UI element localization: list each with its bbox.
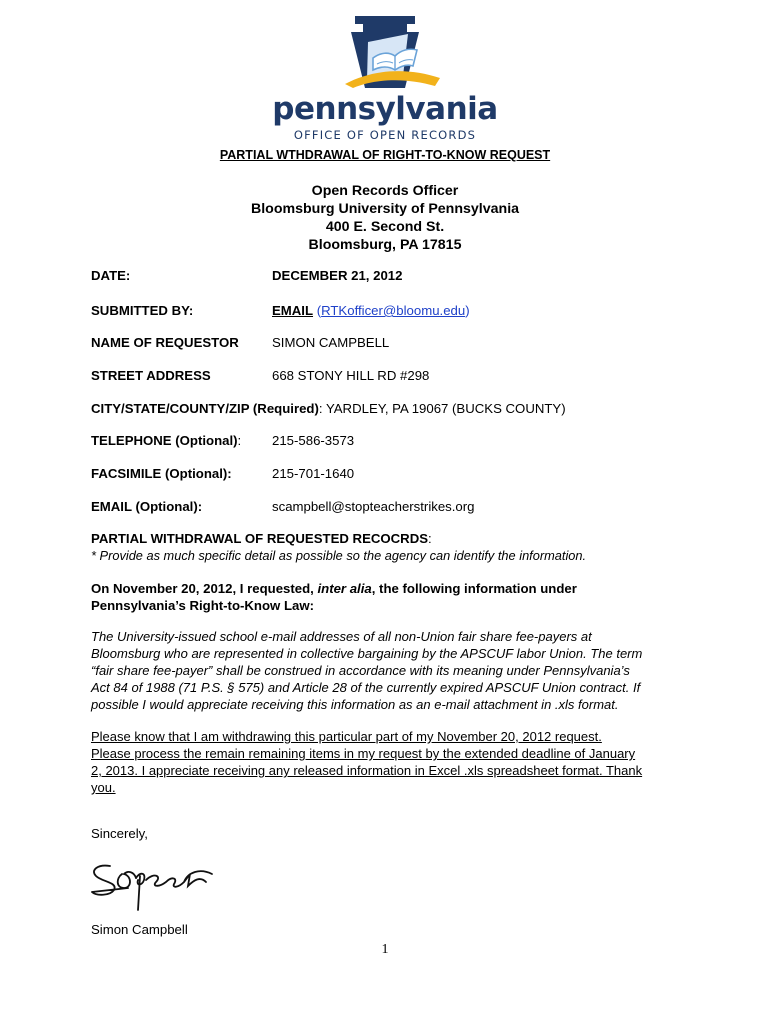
request-line: The University-issued school e-mail addresses of all non-Union fair share fee-payers at xyxy=(91,629,592,644)
notice-line: you. xyxy=(91,780,116,795)
telephone-colon: : xyxy=(237,433,242,448)
date-value: DECEMBER 21, 2012 xyxy=(272,268,403,283)
email-label: EMAIL (Optional): xyxy=(91,499,203,514)
telephone-label: TELEPHONE (Optional) xyxy=(91,433,238,448)
city-label: CITY/STATE/COUNTY/ZIP (Required) xyxy=(91,401,319,416)
city-field xyxy=(91,401,566,416)
officer-email-link[interactable]: RTKofficer@bloomu.edu xyxy=(321,303,466,318)
request-line: “fair share fee-payer” shall be construed in accordance with its meaning under Pennsylvania’s xyxy=(91,663,630,678)
date-label: DATE: xyxy=(91,268,131,283)
submitted-by-value xyxy=(272,303,470,318)
closing: Sincerely, xyxy=(91,826,148,841)
intro-line-2: Pennsylvania’s Right-to-Know Law: xyxy=(91,598,314,613)
intro-emphasis: inter alia xyxy=(317,581,372,596)
fax-value: 215-701-1640 xyxy=(272,466,355,481)
address-line: Bloomsburg, PA 17815 xyxy=(308,237,462,253)
request-line: Bloomsburg who are represented in collective bargaining by the APSCUF labor Union. The term xyxy=(91,646,643,661)
logo-office-name: OFFICE OF OPEN RECORDS xyxy=(293,128,477,142)
handwritten-signature xyxy=(88,852,228,919)
submitted-by-label: SUBMITTED BY: xyxy=(91,303,194,318)
intro-line-1 xyxy=(91,580,681,597)
withdrawal-heading-line xyxy=(91,530,681,547)
address-line: Open Records Officer xyxy=(311,183,459,199)
withdrawal-notice-paragraph xyxy=(91,728,681,796)
street-value: 668 STONY HILL RD #298 xyxy=(272,368,430,383)
requestor-label: NAME OF REQUESTOR xyxy=(91,335,239,350)
street-label: STREET ADDRESS xyxy=(91,368,211,383)
intro-part-2: , the following information under xyxy=(371,581,577,596)
request-line: Act 84 of 1988 (71 P.S. § 575) and Article 28 of the currently expired APSCUF Union contract. If xyxy=(91,680,641,695)
recipient-address xyxy=(0,182,770,254)
email-value: scampbell@stopteacherstrikes.org xyxy=(272,499,475,514)
paren-open: ( xyxy=(313,303,322,318)
notice-line: 2, 2013. I appreciate receiving any released information in Excel .xls spreadsheet format. Thank xyxy=(91,763,643,778)
document-title: PARTIAL WTHDRAWAL OF RIGHT-TO-KNOW REQUEST xyxy=(219,148,551,162)
logo-wordmark: pennsylvania xyxy=(272,91,498,127)
city-value: : YARDLEY, PA 19067 (BUCKS COUNTY) xyxy=(318,401,566,416)
pa-open-records-logo xyxy=(0,14,770,142)
intro-paragraph xyxy=(91,580,681,614)
fax-label: FACSIMILE (Optional): xyxy=(91,466,232,481)
notice-line: Please process the remain remaining items in my request by the extended deadline of January xyxy=(91,746,636,761)
telephone-field-label xyxy=(91,433,241,448)
intro-part-1: On November 20, 2012, I requested, xyxy=(91,581,318,596)
withdrawal-section xyxy=(91,530,681,564)
request-paragraph xyxy=(91,628,681,713)
address-line: Bloomsburg University of Pennsylvania xyxy=(250,201,520,217)
withdrawal-heading-colon: : xyxy=(428,531,432,546)
submitted-method: EMAIL xyxy=(272,303,314,318)
instruction-text: * Provide as much specific detail as possible so the agency can identify the information. xyxy=(91,548,587,563)
address-line: 400 E. Second St. xyxy=(325,219,445,235)
notice-line: Please know that I am withdrawing this particular part of my November 20, 2012 request. xyxy=(91,729,602,744)
signature-name: Simon Campbell xyxy=(91,922,188,937)
paren-close: ) xyxy=(465,303,470,318)
page-number: 1 xyxy=(381,942,389,957)
withdrawal-heading: PARTIAL WITHDRAWAL OF REQUESTED RECOCRDS xyxy=(91,531,429,546)
telephone-value: 215-586-3573 xyxy=(272,433,355,448)
request-line: possible I would appreciate receiving this information as an e-mail attachment in .xls format. xyxy=(91,697,619,712)
requestor-value: SIMON CAMPBELL xyxy=(272,335,390,350)
keystone-book-icon xyxy=(315,14,455,90)
